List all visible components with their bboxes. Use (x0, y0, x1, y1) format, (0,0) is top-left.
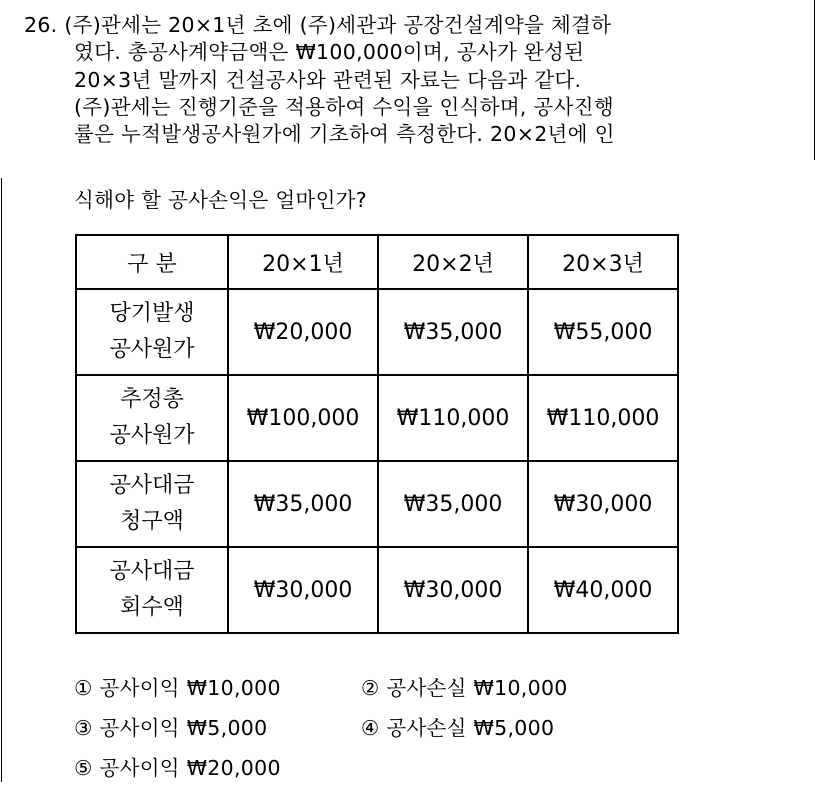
row-label-line: 공사원가 (109, 423, 195, 448)
row-label-cell (76, 461, 228, 547)
value-cell: ₩40,000 (528, 547, 678, 633)
option-3[interactable]: ③ 공사이익 ₩5,000 (74, 716, 268, 740)
row-label-line: 당기발생 (109, 301, 195, 326)
table-row (76, 547, 678, 633)
option-row (74, 708, 568, 748)
row-label-line: 추정총 (120, 387, 184, 412)
row-label-cell (76, 375, 228, 461)
question-line: 률은 누적발생공사원가에 기초하여 측정한다. 20×2년에 인 (74, 122, 615, 147)
question-line: (주)관세는 진행기준을 적용하여 수익을 인식하며, 공사진행 (74, 94, 614, 119)
column-divider-top (814, 0, 815, 160)
header-cell-category: 구 분 (76, 235, 228, 289)
row-label-line: 회수액 (120, 595, 184, 620)
value-cell: ₩35,000 (378, 461, 528, 547)
value-cell: ₩100,000 (228, 375, 378, 461)
value-cell: ₩30,000 (378, 547, 528, 633)
row-label-line: 공사원가 (109, 337, 195, 362)
question-line: 20×3년 말까지 건설공사와 관련된 자료는 다음과 같다. (74, 67, 582, 92)
row-label-cell (76, 289, 228, 375)
table-row (76, 289, 678, 375)
header-cell-year-3: 20×3년 (528, 235, 678, 289)
cost-data-table (75, 234, 679, 634)
table-row (76, 375, 678, 461)
table-header-row (76, 235, 678, 289)
value-cell: ₩55,000 (528, 289, 678, 375)
option-1[interactable]: ① 공사이익 ₩10,000 (74, 676, 281, 700)
header-cell-year-1: 20×1년 (228, 235, 378, 289)
value-cell: ₩35,000 (228, 461, 378, 547)
option-row (74, 668, 568, 708)
answer-options (74, 668, 568, 788)
value-cell: ₩30,000 (528, 461, 678, 547)
question-line: 였다. 총공사계약금액은 ₩100,000이며, 공사가 완성된 (74, 40, 585, 65)
option-4[interactable]: ④ 공사손실 ₩5,000 (360, 716, 555, 740)
value-cell: ₩110,000 (378, 375, 528, 461)
column-divider-left (1, 178, 2, 782)
value-cell: ₩35,000 (378, 289, 528, 375)
row-label-cell (76, 547, 228, 633)
row-label-line: 청구액 (120, 509, 184, 534)
question-text (24, 12, 814, 148)
row-label-line: 공사대금 (109, 559, 195, 584)
header-cell-year-2: 20×2년 (378, 235, 528, 289)
question-line: 식해야 할 공사손익은 얼마인가? (74, 188, 367, 212)
value-cell: ₩110,000 (528, 375, 678, 461)
row-label-line: 공사대금 (109, 473, 195, 498)
option-2[interactable]: ② 공사손실 ₩10,000 (360, 676, 568, 700)
option-row (74, 748, 568, 788)
question-line: 26. (주)관세는 20×1년 초에 (주)세관과 공장건설계약을 체결하 (24, 13, 612, 37)
option-5[interactable]: ⑤ 공사이익 ₩20,000 (74, 756, 281, 780)
value-cell: ₩20,000 (228, 289, 378, 375)
table-row (76, 461, 678, 547)
value-cell: ₩30,000 (228, 547, 378, 633)
